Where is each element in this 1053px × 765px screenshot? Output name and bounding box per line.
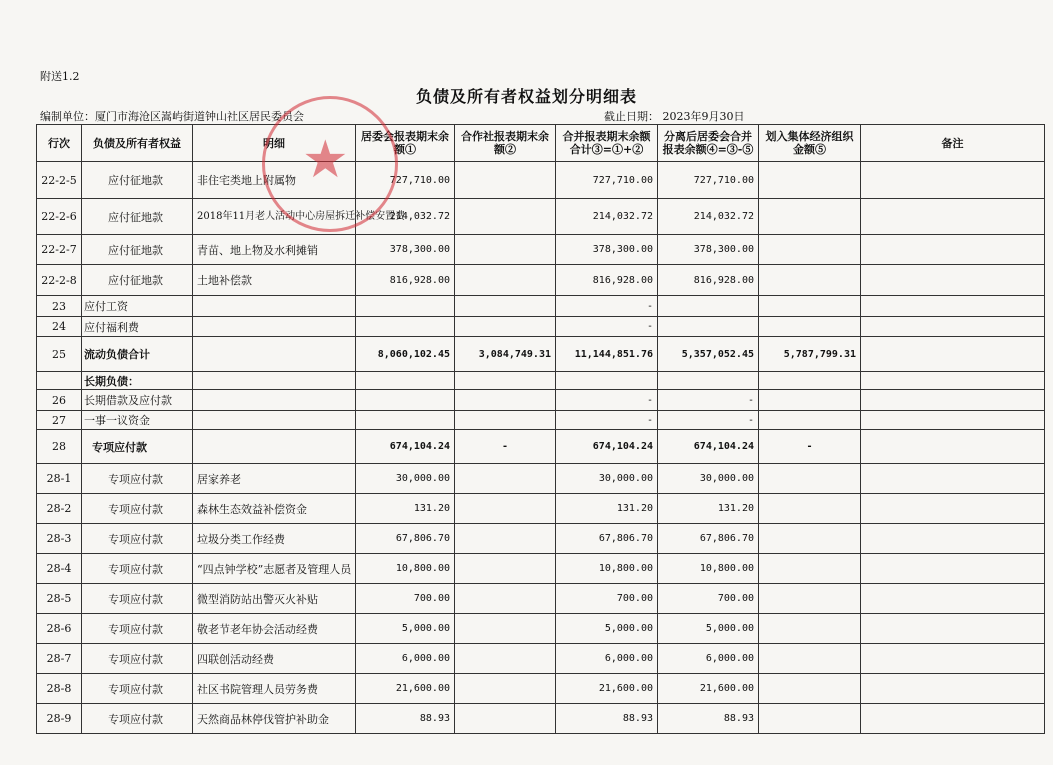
row-no-cell: 28-7 (37, 644, 82, 674)
post-split-balance-cell: 214,032.72 (658, 199, 759, 235)
collective-transfer-cell (759, 464, 861, 494)
item-cell: 专项应付款 (82, 584, 193, 614)
item-cell: 应付工资 (82, 296, 193, 317)
committee-balance-cell: 214,032.72 (356, 199, 455, 235)
notes-cell (861, 584, 1045, 614)
collective-transfer-cell (759, 704, 861, 734)
post-split-balance-cell: 21,600.00 (658, 674, 759, 704)
row-no-cell (37, 372, 82, 390)
merged-total-cell: 5,000.00 (556, 614, 658, 644)
balance-table (36, 124, 1045, 734)
committee-balance-cell: 6,000.00 (356, 644, 455, 674)
post-split-balance-cell: 816,928.00 (658, 265, 759, 296)
notes-cell (861, 199, 1045, 235)
committee-balance-cell: 21,600.00 (356, 674, 455, 704)
seal-star-icon: ★ (302, 130, 349, 190)
item-cell: 专项应付款 (82, 430, 193, 464)
collective-transfer-cell (759, 644, 861, 674)
detail-cell (193, 390, 356, 411)
col-header-row-no: 行次 (37, 125, 82, 162)
detail-cell: 居家养老 (193, 464, 356, 494)
detail-cell (193, 337, 356, 372)
collective-transfer-cell (759, 494, 861, 524)
post-split-balance-cell: 674,104.24 (658, 430, 759, 464)
table-row (37, 554, 1045, 584)
post-split-balance-cell: 5,000.00 (658, 614, 759, 644)
coop-balance-cell (455, 704, 556, 734)
detail-cell (193, 372, 356, 390)
item-cell: 应付福利费 (82, 317, 193, 337)
post-split-balance-cell: - (658, 390, 759, 411)
row-no-cell: 25 (37, 337, 82, 372)
notes-cell (861, 337, 1045, 372)
merged-total-cell: 6,000.00 (556, 644, 658, 674)
table-row (37, 411, 1045, 430)
notes-cell (861, 674, 1045, 704)
collective-transfer-cell (759, 674, 861, 704)
notes-cell (861, 524, 1045, 554)
merged-total-cell: 21,600.00 (556, 674, 658, 704)
coop-balance-cell (455, 372, 556, 390)
merged-total-cell: 131.20 (556, 494, 658, 524)
post-split-balance-cell: 67,806.70 (658, 524, 759, 554)
row-no-cell: 28 (37, 430, 82, 464)
post-split-balance-cell (658, 296, 759, 317)
row-no-cell: 28-9 (37, 704, 82, 734)
collective-transfer-cell (759, 265, 861, 296)
row-no-cell: 28-3 (37, 524, 82, 554)
table-row (37, 430, 1045, 464)
row-no-cell: 28-6 (37, 614, 82, 644)
item-cell: 专项应付款 (82, 674, 193, 704)
merged-total-cell: 88.93 (556, 704, 658, 734)
item-cell: 专项应付款 (82, 554, 193, 584)
post-split-balance-cell (658, 372, 759, 390)
committee-balance-cell (356, 317, 455, 337)
page-title: 负债及所有者权益划分明细表 (415, 87, 637, 106)
merged-total-cell: - (556, 317, 658, 337)
detail-cell: 垃圾分类工作经费 (193, 524, 356, 554)
col-header-post-split-balance: 分离后居委会合并报表余额④=③-⑤ (658, 125, 759, 162)
table-row (37, 614, 1045, 644)
collective-transfer-cell: 5,787,799.31 (759, 337, 861, 372)
notes-cell (861, 554, 1045, 584)
detail-cell (193, 296, 356, 317)
item-cell: 专项应付款 (82, 614, 193, 644)
committee-balance-cell: 674,104.24 (356, 430, 455, 464)
notes-cell (861, 296, 1045, 317)
coop-balance-cell (455, 554, 556, 584)
committee-balance-cell: 378,300.00 (356, 235, 455, 265)
post-split-balance-cell: 88.93 (658, 704, 759, 734)
table-row (37, 644, 1045, 674)
merged-total-cell: 700.00 (556, 584, 658, 614)
coop-balance-cell (455, 265, 556, 296)
post-split-balance-cell: 30,000.00 (658, 464, 759, 494)
collective-transfer-cell (759, 372, 861, 390)
committee-balance-cell: 816,928.00 (356, 265, 455, 296)
detail-cell: 四联创活动经费 (193, 644, 356, 674)
cutoff-date: 截止日期： 2023年9月30日 (604, 110, 745, 123)
row-no-cell: 22-2-8 (37, 265, 82, 296)
table-row (37, 494, 1045, 524)
col-header-committee-balance: 居委会报表期末余额① (356, 125, 455, 162)
coop-balance-cell (455, 317, 556, 337)
item-cell: 长期负债： (82, 372, 193, 390)
committee-balance-cell (356, 296, 455, 317)
detail-cell: “四点钟学校”志愿者及管理人员 (193, 554, 356, 584)
collective-transfer-cell (759, 411, 861, 430)
notes-cell (861, 317, 1045, 337)
collective-transfer-cell (759, 235, 861, 265)
collective-transfer-cell (759, 584, 861, 614)
merged-total-cell: 67,806.70 (556, 524, 658, 554)
notes-cell (861, 372, 1045, 390)
post-split-balance-cell: 5,357,052.45 (658, 337, 759, 372)
table-row (37, 674, 1045, 704)
row-no-cell: 24 (37, 317, 82, 337)
merged-total-cell: 674,104.24 (556, 430, 658, 464)
table-row (37, 704, 1045, 734)
post-split-balance-cell: 727,710.00 (658, 162, 759, 199)
committee-balance-cell: 88.93 (356, 704, 455, 734)
collective-transfer-cell (759, 317, 861, 337)
notes-cell (861, 430, 1045, 464)
post-split-balance-cell (658, 317, 759, 337)
row-no-cell: 28-4 (37, 554, 82, 584)
table-row (37, 337, 1045, 372)
col-header-notes: 备注 (861, 125, 1045, 162)
table-row (37, 390, 1045, 411)
coop-balance-cell (455, 584, 556, 614)
notes-cell (861, 464, 1045, 494)
row-no-cell: 27 (37, 411, 82, 430)
item-cell: 专项应付款 (82, 644, 193, 674)
notes-cell (861, 162, 1045, 199)
post-split-balance-cell: 10,800.00 (658, 554, 759, 584)
table-row (37, 265, 1045, 296)
table-row (37, 372, 1045, 390)
row-no-cell: 23 (37, 296, 82, 317)
table-row (37, 235, 1045, 265)
detail-cell: 微型消防站出警灭火补贴 (193, 584, 356, 614)
collective-transfer-cell (759, 296, 861, 317)
detail-cell: 土地补偿款 (193, 265, 356, 296)
collective-transfer-cell (759, 524, 861, 554)
merged-total-cell: 816,928.00 (556, 265, 658, 296)
row-no-cell: 22-2-5 (37, 162, 82, 199)
item-cell: 专项应付款 (82, 464, 193, 494)
merged-total-cell: 10,800.00 (556, 554, 658, 584)
committee-balance-cell: 700.00 (356, 584, 455, 614)
item-cell: 流动负债合计 (82, 337, 193, 372)
notes-cell (861, 390, 1045, 411)
coop-balance-cell (455, 464, 556, 494)
detail-cell: 天然商品林停伐管护补助金 (193, 704, 356, 734)
committee-balance-cell (356, 372, 455, 390)
header-row (37, 125, 1045, 162)
item-cell: 专项应付款 (82, 494, 193, 524)
collective-transfer-cell (759, 390, 861, 411)
table-row (37, 524, 1045, 554)
committee-balance-cell (356, 390, 455, 411)
detail-cell (193, 430, 356, 464)
committee-balance-cell: 67,806.70 (356, 524, 455, 554)
post-split-balance-cell: 378,300.00 (658, 235, 759, 265)
col-header-collective-transfer: 划入集体经济组织金额⑤ (759, 125, 861, 162)
merged-total-cell: 11,144,851.76 (556, 337, 658, 372)
coop-balance-cell (455, 296, 556, 317)
post-split-balance-cell: 131.20 (658, 494, 759, 524)
detail-cell: 非住宅类地上附属物 (193, 162, 356, 199)
table-row (37, 296, 1045, 317)
merged-total-cell: 727,710.00 (556, 162, 658, 199)
item-cell: 专项应付款 (82, 524, 193, 554)
row-no-cell: 22-2-6 (37, 199, 82, 235)
coop-balance-cell: 3,084,749.31 (455, 337, 556, 372)
row-no-cell: 22-2-7 (37, 235, 82, 265)
merged-total-cell: 378,300.00 (556, 235, 658, 265)
merged-total-cell (556, 372, 658, 390)
detail-cell (193, 317, 356, 337)
reporting-unit: 编制单位：厦门市海沧区嵩屿街道钟山社区居民委员会 (40, 110, 304, 123)
notes-cell (861, 235, 1045, 265)
coop-balance-cell (455, 411, 556, 430)
table-row (37, 584, 1045, 614)
notes-cell (861, 644, 1045, 674)
item-cell: 长期借款及应付款 (82, 390, 193, 411)
detail-cell: 2018年11月老人活动中心房屋拆迁补偿安置费 (193, 199, 356, 235)
col-header-coop-balance: 合作社报表期末余额② (455, 125, 556, 162)
post-split-balance-cell: 700.00 (658, 584, 759, 614)
attachment-label: 附送1.2 (40, 70, 80, 83)
col-header-item: 负债及所有者权益 (82, 125, 193, 162)
committee-balance-cell: 5,000.00 (356, 614, 455, 644)
collective-transfer-cell (759, 162, 861, 199)
item-cell: 一事一议资金 (82, 411, 193, 430)
coop-balance-cell (455, 644, 556, 674)
detail-cell: 社区书院管理人员劳务费 (193, 674, 356, 704)
coop-balance-cell (455, 524, 556, 554)
post-split-balance-cell: - (658, 411, 759, 430)
detail-cell: 青苗、地上物及水利摊销 (193, 235, 356, 265)
committee-balance-cell (356, 411, 455, 430)
collective-transfer-cell (759, 554, 861, 584)
coop-balance-cell (455, 494, 556, 524)
item-cell: 应付征地款 (82, 265, 193, 296)
coop-balance-cell: - (455, 430, 556, 464)
notes-cell (861, 265, 1045, 296)
item-cell: 应付征地款 (82, 162, 193, 199)
detail-cell: 森林生态效益补偿资金 (193, 494, 356, 524)
coop-balance-cell (455, 674, 556, 704)
collective-transfer-cell (759, 199, 861, 235)
notes-cell (861, 704, 1045, 734)
item-cell: 专项应付款 (82, 704, 193, 734)
col-header-merged-total: 合并报表期末余额合计③=①+② (556, 125, 658, 162)
merged-total-cell: - (556, 390, 658, 411)
committee-balance-cell: 131.20 (356, 494, 455, 524)
committee-balance-cell: 8,060,102.45 (356, 337, 455, 372)
committee-balance-cell: 30,000.00 (356, 464, 455, 494)
coop-balance-cell (455, 235, 556, 265)
merged-total-cell: - (556, 411, 658, 430)
post-split-balance-cell: 6,000.00 (658, 644, 759, 674)
row-no-cell: 28-1 (37, 464, 82, 494)
merged-total-cell: 30,000.00 (556, 464, 658, 494)
notes-cell (861, 494, 1045, 524)
collective-transfer-cell: - (759, 430, 861, 464)
table-row (37, 162, 1045, 199)
table-row (37, 199, 1045, 235)
detail-cell (193, 411, 356, 430)
row-no-cell: 28-8 (37, 674, 82, 704)
col-header-detail: 明细 (193, 125, 356, 162)
merged-total-cell: - (556, 296, 658, 317)
committee-balance-cell: 727,710.00 (356, 162, 455, 199)
notes-cell (861, 411, 1045, 430)
collective-transfer-cell (759, 614, 861, 644)
coop-balance-cell (455, 199, 556, 235)
detail-cell: 敬老节老年协会活动经费 (193, 614, 356, 644)
row-no-cell: 28-2 (37, 494, 82, 524)
coop-balance-cell (455, 162, 556, 199)
coop-balance-cell (455, 614, 556, 644)
row-no-cell: 26 (37, 390, 82, 411)
item-cell: 应付征地款 (82, 199, 193, 235)
committee-balance-cell: 10,800.00 (356, 554, 455, 584)
table-row (37, 464, 1045, 494)
table-row (37, 317, 1045, 337)
row-no-cell: 28-5 (37, 584, 82, 614)
merged-total-cell: 214,032.72 (556, 199, 658, 235)
coop-balance-cell (455, 390, 556, 411)
notes-cell (861, 614, 1045, 644)
item-cell: 应付征地款 (82, 235, 193, 265)
